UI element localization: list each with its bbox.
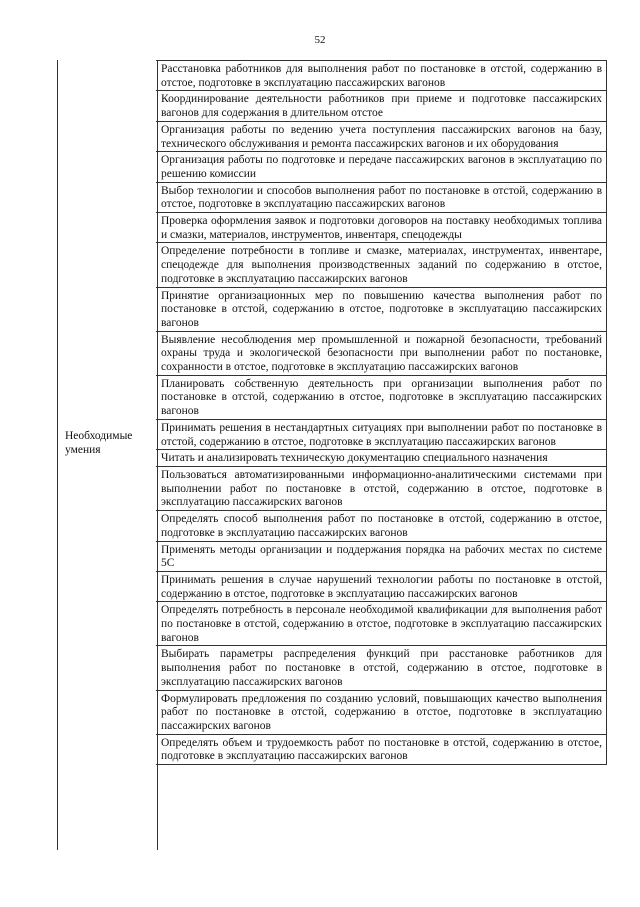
table-row: Планировать собственную деятельность при организации выполнения работ по постановке в отстой, содержанию в отстое, подготовке в эксплуатацию пассажирских вагонов [156, 375, 606, 419]
table-row: Выбирать параметры распределения функций при расстановке работников для выполнения работ по постановке в отстой, содержанию в отстое, подготовке в эксплуатацию пассажирских вагонов [156, 645, 606, 689]
table-row: Организация работы по ведению учета поступления пассажирских вагонов на базу, технического обслуживания и ремонта пассажирских вагонов и их оборудования [156, 121, 606, 151]
page-number: 52 [314, 34, 326, 46]
table-row: Определять объем и трудоемкость работ по постановке в отстой, содержанию в отстое, подготовке в эксплуатацию пассажирских вагонов [156, 734, 606, 765]
table-row: Принимать решения в нестандартных ситуациях при выполнении работ по постановке в отстой, содержанию в отстое, подготовке в эксплуатацию пассажирских вагонов [156, 419, 606, 449]
table-row: Читать и анализировать техническую документацию специального назначения [156, 449, 606, 466]
section-label: Необходимые умения [65, 430, 133, 456]
table-row: Формулировать предложения по созданию условий, повышающих качество выполнения работ по постановке в отстой, содержанию в отстое, подготовке в эксплуатацию пассажирских вагонов [156, 690, 606, 734]
table-row: Применять методы организации и поддержания порядка на рабочих местах по системе 5С [156, 541, 606, 571]
table-row: Определять потребность в персонале необходимой квалификации для выполнения работ по постановке в отстой, содержанию в отстое, подготовке в эксплуатацию пассажирских вагонов [156, 601, 606, 645]
table-row: Пользоваться автоматизированными информационно-аналитическими системами при выполнении работ по постановке в отстой, содержанию в отстое, подготовке в эксплуатацию пассажирских вагонов [156, 466, 606, 510]
table-row: Определение потребности в топливе и смазке, материалах, инструментах, инвентаре, спецодежде для выполнения производственных заданий по содержанию в отстое, подготовке в эксплуатацию пассажирских вагонов [156, 242, 606, 286]
items-column [156, 60, 607, 765]
table-row: Выявление несоблюдения мер промышленной и пожарной безопасности, требований охраны труда и экологической безопасности при выполнении работ по постановке, сохранности в отстое, подготовке в эксплуатацию пассажирских вагонов [156, 331, 606, 375]
table-row: Расстановка работников для выполнения работ по постановке в отстой, содержанию в отстое, подготовке в эксплуатацию пассажирских вагонов [156, 60, 606, 90]
section-label-cell [57, 60, 158, 850]
table-row: Принимать решения в случае нарушений технологии работы по постановке в отстой, содержанию в отстое, подготовке в эксплуатацию пассажирских вагонов [156, 571, 606, 601]
table-row: Проверка оформления заявок и подготовки договоров на поставку необходимых топлива и смазки, материалов, инструментов, инвентаря, спецодежды [156, 212, 606, 242]
table-row: Организация работы по подготовке и передаче пассажирских вагонов в эксплуатацию по решению комиссии [156, 151, 606, 181]
table-row: Определять способ выполнения работ по постановке в отстой, содержанию в отстое, подготовке в эксплуатацию пассажирских вагонов [156, 510, 606, 540]
table-row: Выбор технологии и способов выполнения работ по постановке в отстой, содержанию в отстое, подготовке в эксплуатацию пассажирских вагонов [156, 182, 606, 212]
table-row: Координирование деятельности работников при приеме и подготовке пассажирских вагонов для содержания в длительном отстое [156, 90, 606, 120]
table-row: Принятие организационных мер по повышению качества выполнения работ по постановке в отстой, содержанию в отстое, подготовке в эксплуатацию пассажирских вагонов [156, 287, 606, 331]
